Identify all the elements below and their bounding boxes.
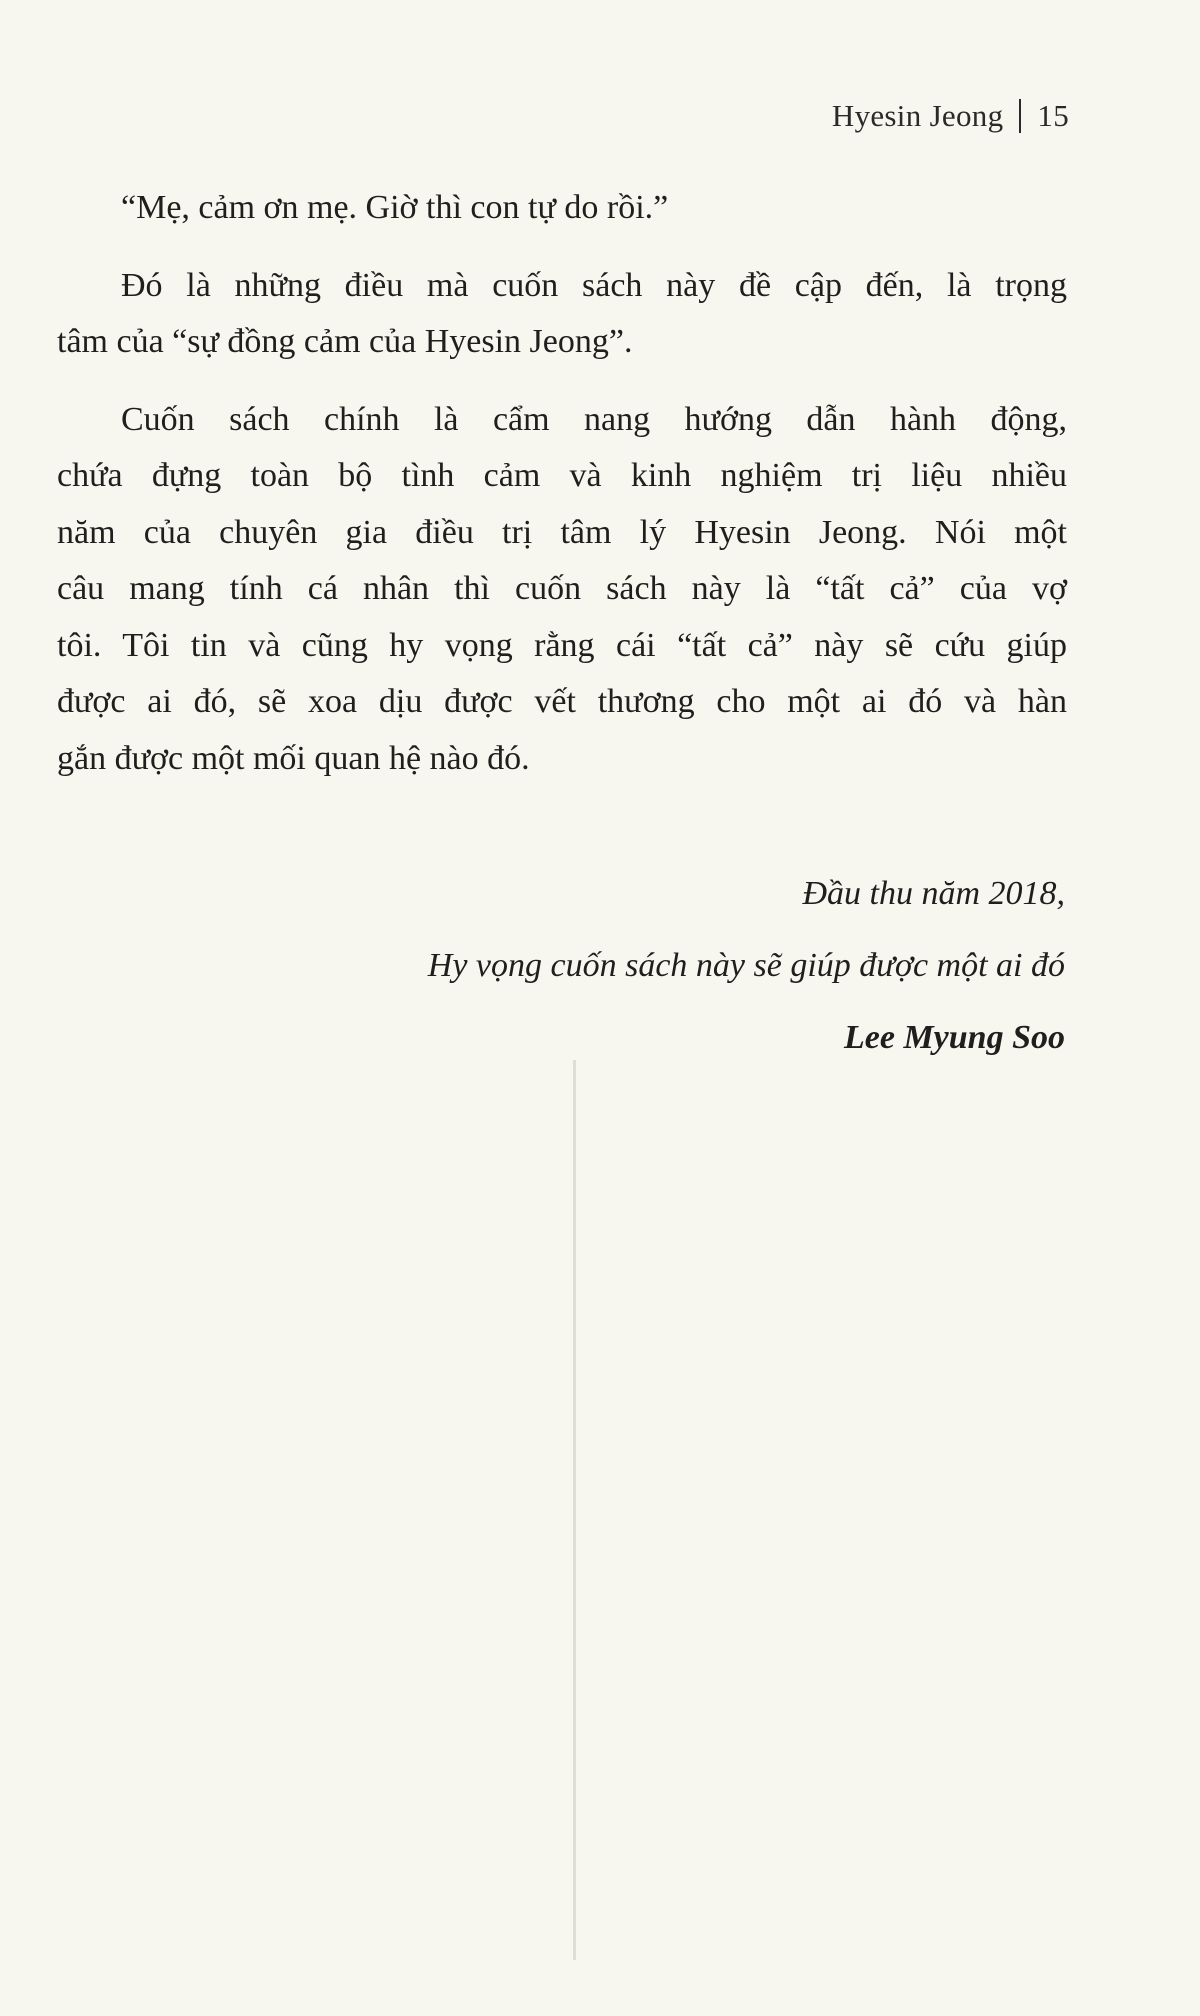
paragraph-3	[57, 392, 1067, 788]
paragraph-2	[57, 258, 1067, 371]
paragraph-1-line: “Mẹ, cảm ơn mẹ. Giờ thì con tự do rồi.”	[121, 189, 669, 226]
paragraph-3-line-1: Cuốn sách chính là cẩm nang hướng dẫn hành động,	[121, 400, 1067, 438]
body-text	[57, 180, 1067, 808]
running-head-divider	[1019, 99, 1021, 133]
page-number: 15	[1037, 98, 1069, 133]
paragraph-1	[57, 180, 1067, 237]
signature-author: Lee Myung Soo	[844, 1019, 1065, 1056]
signature-date: Đầu thu năm 2018,	[802, 875, 1065, 912]
running-head-author: Hyesin Jeong	[831, 98, 1004, 133]
paragraph-3-line-5: tôi. Tôi tin và cũng hy vọng rằng cái “tất cả” này sẽ cứu giúp	[57, 626, 1067, 664]
signature-wish: Hy vọng cuốn sách này sẽ giúp được một ai đó	[427, 947, 1065, 984]
paragraph-3-line-2: chứa đựng toàn bộ tình cảm và kinh nghiệm trị liệu nhiều	[57, 457, 1067, 494]
paragraph-3-line-6: được ai đó, sẽ xoa dịu được vết thương cho một ai đó và hàn	[57, 683, 1067, 720]
running-head	[832, 98, 1069, 134]
paragraph-2-line-2: tâm của “sự đồng cảm của Hyesin Jeong”.	[57, 323, 633, 360]
paragraph-3-line-4: câu mang tính cá nhân thì cuốn sách này là “tất cả” của vợ	[57, 570, 1067, 607]
paragraph-3-line-7: gắn được một mối quan hệ nào đó.	[57, 739, 530, 777]
paragraph-2-line-1: Đó là những điều mà cuốn sách này đề cập đến, là trọng	[121, 266, 1067, 304]
paragraph-3-line-3: năm của chuyên gia điều trị tâm lý Hyesin Jeong. Nói một	[57, 513, 1067, 551]
bleed-through-crease	[573, 1060, 576, 1960]
